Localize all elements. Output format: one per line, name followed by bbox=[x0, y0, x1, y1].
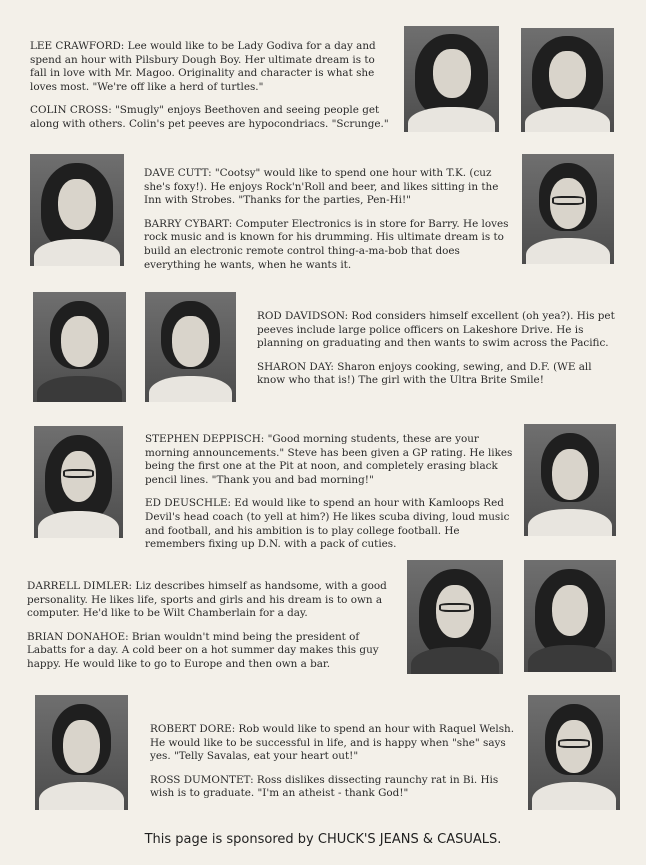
portrait-brian-donahoe bbox=[524, 560, 616, 672]
portrait-sharon-day bbox=[145, 292, 236, 402]
bio-ross-dumontet: ROSS DUMONTET: Ross dislikes dissecting raunchy rat in Bi. His wish is to graduate. "I'm an atheist - thank God!" bbox=[150, 773, 499, 800]
text-block-row-6 bbox=[150, 723, 520, 811]
bio-barry-cybart: BARRY CYBART: Computer Electronics is in store for Barry. He loves rock music and is known for his drumming. His ultimate dream is to build an electronic remote control thing-a-ma-bob that does everything he wants, when he wants it. bbox=[144, 217, 509, 271]
portrait-lee-crawford bbox=[404, 26, 499, 132]
portrait-barry-cybart bbox=[522, 154, 614, 264]
portrait-robert-dore bbox=[35, 695, 128, 810]
portrait-ed-deuschle bbox=[524, 424, 616, 536]
bio-darrell-dimler: DARRELL DIMLER: Liz describes himself as handsome, with a good personality. He likes life, sports and girls and his dream is to own a computer. He'd like to be Wilt Chamberlain for a day. bbox=[27, 580, 387, 620]
text-block-row-3 bbox=[257, 310, 617, 398]
portrait-darrell-dimler bbox=[407, 560, 503, 674]
text-block-row-4 bbox=[145, 433, 515, 562]
bio-rod-davidson: ROD DAVIDSON: Rod considers himself excellent (oh yea?). His pet peeves include large police officers on Lakeshore Drive. He is planning on graduating and then wants to swim across the Pacific. bbox=[257, 310, 615, 350]
bio-robert-dore: ROBERT DORE: Rob would like to spend an hour with Raquel Welsh. He would like to be successful in life, and is happy when "she" says yes. "Telly Savalas, eat your heart out!" bbox=[150, 723, 515, 763]
bio-dave-cutt: DAVE CUTT: "Cootsy" would like to spend one hour with T.K. (cuz she's foxy!). He enjoys Rock'n'Roll and beer, and likes sitting in the Inn with Strobes. "Thanks for the parties, Pen-Hi!" bbox=[144, 167, 499, 207]
text-block-row-1 bbox=[30, 40, 390, 142]
sponsor-footer: This page is sponsored by CHUCK'S JEANS & CASUALS. bbox=[144, 832, 502, 847]
portrait-dave-cutt bbox=[30, 154, 124, 266]
bio-brian-donahoe: BRIAN DONAHOE: Brian wouldn't mind being the president of Labatts for a day. A cold beer on a hot summer day makes this guy happy. He would like to go to Europe and then own a bar. bbox=[27, 630, 379, 670]
text-block-row-2 bbox=[144, 167, 512, 282]
bio-stephen-deppisch: STEPHEN DEPPISCH: "Good morning students, these are your morning announcements." Steve has been given a GP rating. He likes being the first one at the Pit at noon, and completely erasing black pencil lines. "Thank you and bad morning!" bbox=[145, 433, 513, 486]
portrait-rod-davidson bbox=[33, 292, 126, 402]
portrait-ross-dumontet bbox=[528, 695, 620, 810]
bio-sharon-day: SHARON DAY: Sharon enjoys cooking, sewing, and D.F. (WE all know who that is!) The girl with the Ultra Brite Smile! bbox=[257, 360, 592, 387]
portrait-stephen-deppisch bbox=[34, 426, 123, 538]
text-block-row-5 bbox=[27, 580, 397, 682]
portrait-colin-cross bbox=[521, 28, 614, 132]
bio-lee-crawford: LEE CRAWFORD: Lee would like to be Lady Godiva for a day and spend an hour with Pilsbury Dough Boy. Her ultimate dream is to fall in love with Mr. Magoo. Originality and character is what she loves most. "We're off like a herd of turtles." bbox=[30, 40, 376, 93]
bio-colin-cross: COLIN CROSS: "Smugly" enjoys Beethoven and seeing people get along with others. Colin's pet peeves are hypocondriacs. "Scrunge." bbox=[30, 104, 389, 130]
bio-ed-deuschle: ED DEUSCHLE: Ed would like to spend an hour with Kamloops Red Devil's head coach (to yell at him?) He likes scuba diving, loud music and football, and his ambition is to play college football. He remembers fixing up D.N. with a pack of cuties. bbox=[145, 497, 510, 551]
